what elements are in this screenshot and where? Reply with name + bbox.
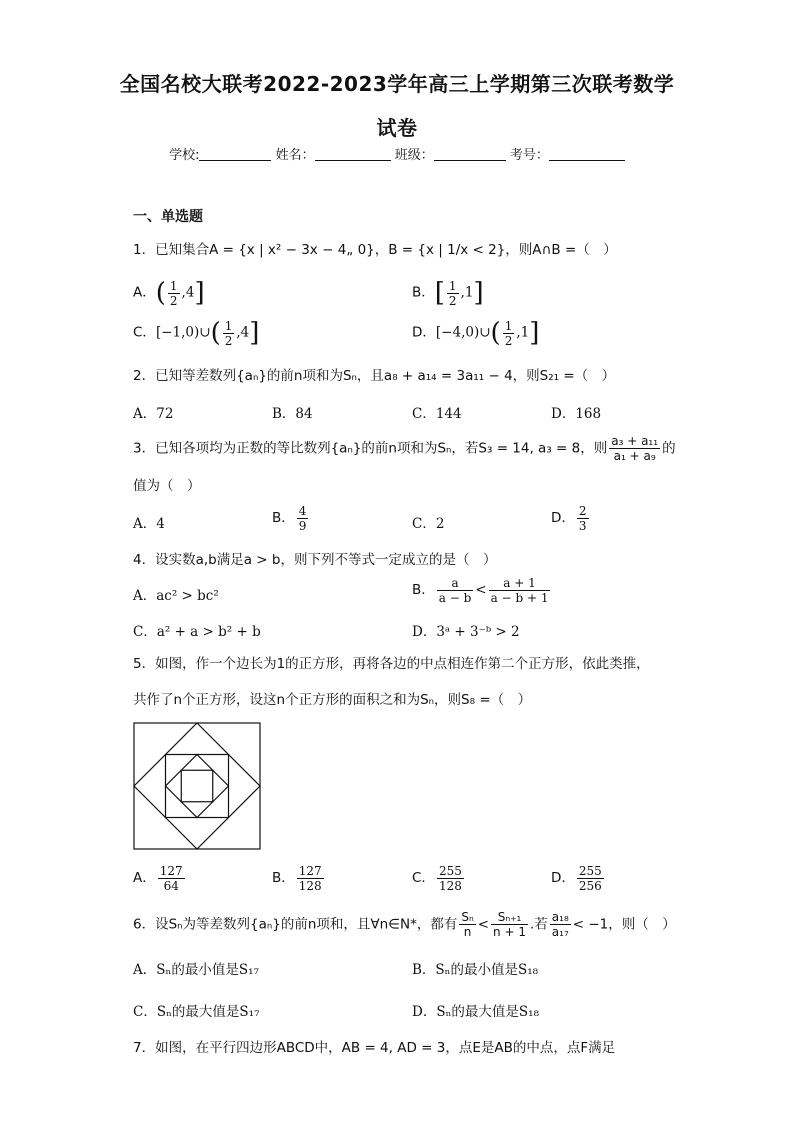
q4-stem: 4．设实数a,b满足a > b，则下列不等式一定成立的是（ ） xyxy=(133,552,497,568)
q6-option-b[interactable]: B．Sₙ的最小值是S₁₈ xyxy=(412,962,539,978)
q2-option-c[interactable]: C．144 xyxy=(412,406,462,422)
q2-option-d[interactable]: D．168 xyxy=(551,406,602,422)
q6-stem: 6．设Sₙ为等差数列{aₙ}的前n项和，且∀n∈N*，都有 $\frac{\text{Sₙ}}{n}$ < $\frac{\text{Sₙ₊₁}}{n + 1}$ .若 $\frac{\text{a₁₈}}{\text{a₁₇}}$ < −1，则（ ） xyxy=(133,910,676,939)
q6-option-a[interactable]: A．Sₙ的最小值是S₁₇ xyxy=(133,962,259,978)
q3-stem-continued: 值为（ ） xyxy=(133,478,201,494)
q5-stem: 5．如图，作一个边长为1的正方形，再将各边的中点相连作第二个正方形，依此类推， xyxy=(133,656,650,672)
q3-stem: 3．已知各项均为正数的等比数列{aₙ}的前n项和为Sₙ，若S₃ = 14, a₃ = 8，则 $\frac{\text{a₃ + a₁₁}}{\text{a₁ + a₉}}$ 的 xyxy=(133,434,676,463)
q4-option-d[interactable]: D．3ᵃ + 3⁻ᵇ > 2 xyxy=(412,624,520,640)
square-4 xyxy=(166,755,229,818)
student-info-row xyxy=(0,144,794,163)
q5-option-c[interactable]: C． $\frac{255}{128}$ xyxy=(412,864,462,893)
q7-stem: 7．如图，在平行四边形ABCD中，AB = 4, AD = 3，点E是AB的中点，点F满足 xyxy=(133,1040,616,1056)
section-title: 一、单选题 xyxy=(133,209,203,225)
nested-squares-figure xyxy=(133,722,261,850)
q4-option-a[interactable]: A．ac² > bc² xyxy=(133,588,219,604)
q3-option-d[interactable]: D． $\frac{2}{3}$ xyxy=(551,504,587,533)
q3-option-b[interactable]: B． $\frac{4}{9}$ xyxy=(272,504,307,533)
q2-stem: 2．已知等差数列{aₙ}的前n项和为Sₙ，且a₈ + a₁₄ = 3a₁₁ − 4，则S₂₁ =（ ） xyxy=(133,368,616,384)
q1-option-a[interactable]: A．( $\frac{1}{2}$ ,4] xyxy=(133,278,205,308)
q4-option-c[interactable]: C．a² + a > b² + b xyxy=(133,624,261,640)
class-label: 班级： xyxy=(394,148,434,163)
q4-option-b[interactable]: B． $\frac{a}{a - b}$ < $\frac{a + 1}{a - b + 1}$ xyxy=(412,576,549,605)
exam-no-blank[interactable] xyxy=(549,148,625,161)
q5-option-b[interactable]: B． $\frac{127}{128}$ xyxy=(272,864,322,893)
name-blank[interactable] xyxy=(315,148,391,161)
exam-title-line2: 试卷 xyxy=(376,116,418,140)
q1-option-d[interactable]: D．[−4,0)∪( $\frac{1}{2}$ ,1] xyxy=(412,318,540,348)
name-label: 姓名： xyxy=(275,148,315,163)
square-5 xyxy=(181,770,213,802)
square-3 xyxy=(166,755,229,818)
q5-stem-continued: 共作了n个正方形，设这n个正方形的面积之和为Sₙ，则S₈ =（ ） xyxy=(133,692,532,708)
q2-option-a[interactable]: A．72 xyxy=(133,406,174,422)
q1-option-c[interactable]: C．[−1,0)∪( $\frac{1}{2}$ ,4] xyxy=(133,318,260,348)
school-blank[interactable] xyxy=(199,148,271,161)
exam-no-label: 考号： xyxy=(509,148,549,163)
q3-option-a[interactable]: A．4 xyxy=(133,516,165,532)
q1-option-b[interactable]: B．[ $\frac{1}{2}$ ,1] xyxy=(412,278,484,308)
class-blank[interactable] xyxy=(434,148,506,161)
square-2 xyxy=(134,723,260,849)
q5-option-a[interactable]: A． $\frac{127}{64}$ xyxy=(133,864,183,893)
q1-stem: 1．已知集合A = {x | x² − 3x − 4„ 0}，B = {x | 1/x < 2}，则A∩B =（ ） xyxy=(133,242,617,258)
q3-option-c[interactable]: C．2 xyxy=(412,516,445,532)
q5-option-d[interactable]: D． $\frac{255}{256}$ xyxy=(551,864,602,893)
school-label: 学校: xyxy=(169,148,200,163)
q2-option-b[interactable]: B．84 xyxy=(272,406,313,422)
q6-option-c[interactable]: C．Sₙ的最大值是S₁₇ xyxy=(133,1004,260,1020)
square-1 xyxy=(134,723,260,849)
exam-title-line1: 全国名校大联考2022-2023学年高三上学期第三次联考数学 xyxy=(119,72,675,96)
q6-option-d[interactable]: D．Sₙ的最大值是S₁₈ xyxy=(412,1004,539,1020)
